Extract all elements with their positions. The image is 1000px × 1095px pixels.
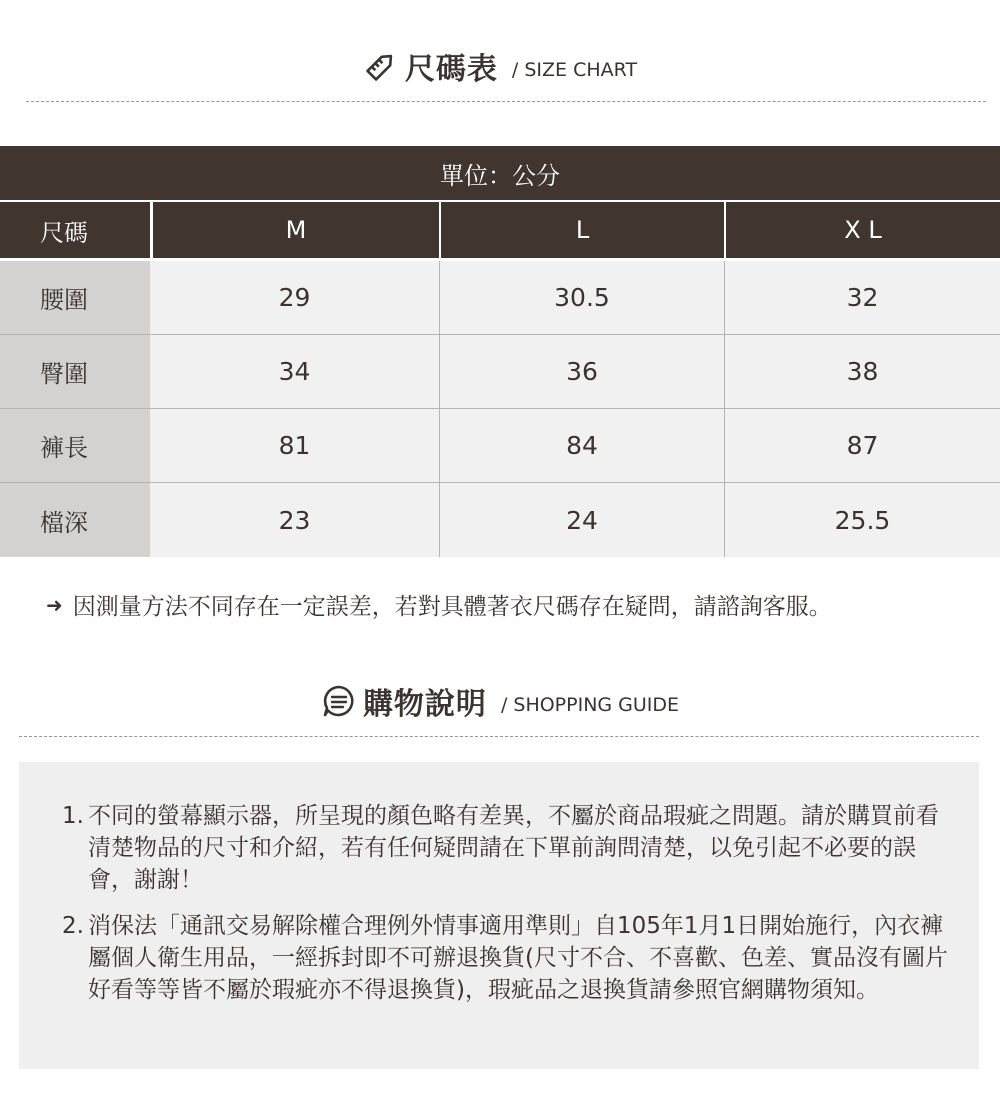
divider — [19, 736, 979, 737]
item-text: 消保法「通訊交易解除權合理例外情事適用準則」自105年1月1日開始施行，內衣褲屬個人衛生用品，一經拆封即不可辦退換貨(尺寸不合、不喜歡、色差、實品沒有圖片好看等等皆不屬於瑕疵亦不得退換貨)，瑕疵品之退換貨請參照官網購物須知。 — [88, 913, 948, 1003]
chat-bubble-icon — [321, 683, 357, 719]
table-cell: 29 — [150, 261, 439, 334]
shopping-guide-header — [0, 679, 1000, 723]
header-size-m: M — [150, 202, 439, 258]
table-cell: 34 — [150, 335, 439, 408]
unit-label: 單位：公分 — [0, 146, 1000, 200]
header-size-l: L — [439, 202, 724, 258]
row-label: 腰圍 — [0, 261, 150, 334]
note-text: 因測量方法不同存在一定誤差，若對具體著衣尺碼存在疑問，請諮詢客服。 — [72, 594, 832, 620]
table-cell: 24 — [439, 483, 724, 557]
shopping-guide-subtitle: / SHOPPING GUIDE — [500, 694, 680, 716]
table-header-row — [0, 200, 1000, 258]
table-cell: 36 — [439, 335, 724, 408]
row-label: 褲長 — [0, 409, 150, 482]
measurement-note — [46, 588, 832, 621]
row-label: 檔深 — [0, 483, 150, 557]
header-size-xl: X L — [724, 202, 1000, 258]
list-item — [62, 910, 952, 1006]
ruler-tag-icon — [363, 48, 399, 84]
item-text: 不同的螢幕顯示器，所呈現的顏色略有差異，不屬於商品瑕疵之問題。請於購買前看清楚物品的尺寸和介紹，若有任何疑問請在下單前詢問清楚，以免引起不必要的誤會，謝謝！ — [88, 803, 939, 893]
header-size-label: 尺碼 — [0, 202, 150, 258]
table-row — [0, 409, 1000, 483]
table-cell: 84 — [439, 409, 724, 482]
table-row — [0, 483, 1000, 557]
size-chart-title: 尺碼表 — [404, 52, 498, 87]
arrow-right-icon: ➜ — [46, 592, 63, 617]
table-cell: 87 — [724, 409, 1000, 482]
table-row — [0, 335, 1000, 409]
table-cell: 38 — [724, 335, 1000, 408]
item-number: 1. — [62, 803, 84, 829]
list-item — [62, 800, 952, 896]
size-chart-subtitle: / SIZE CHART — [511, 59, 638, 81]
divider — [26, 101, 986, 102]
table-cell: 30.5 — [439, 261, 724, 334]
shopping-guide-title: 購物說明 — [362, 687, 487, 722]
item-number: 2. — [62, 913, 84, 939]
table-row — [0, 261, 1000, 335]
table-cell: 81 — [150, 409, 439, 482]
table-cell: 32 — [724, 261, 1000, 334]
shopping-guide-list — [62, 800, 952, 1020]
size-table — [0, 146, 1000, 557]
size-chart-header — [0, 44, 1000, 88]
table-cell: 25.5 — [724, 483, 1000, 557]
table-cell: 23 — [150, 483, 439, 557]
row-label: 臀圍 — [0, 335, 150, 408]
